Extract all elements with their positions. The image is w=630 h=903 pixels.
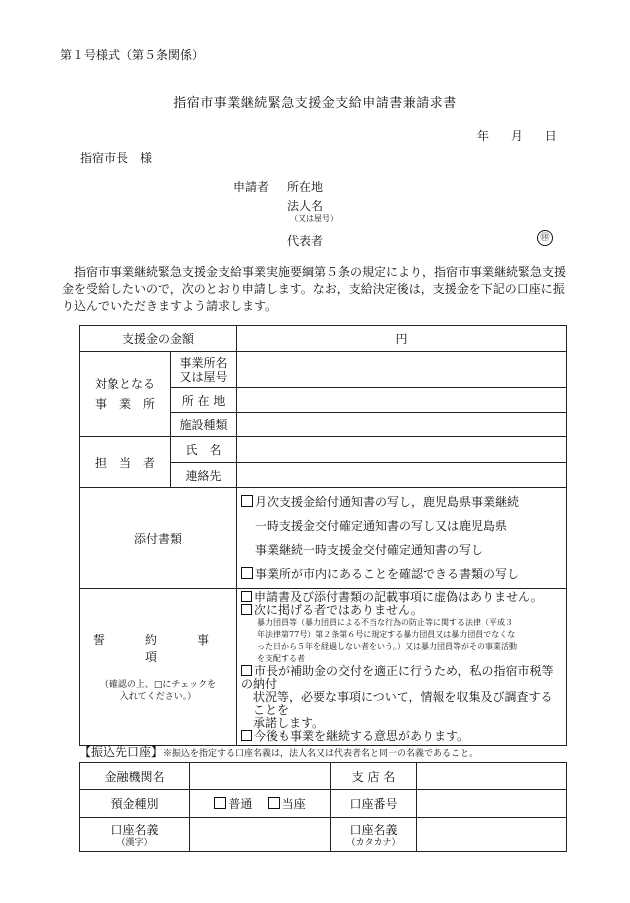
holder-kana-field[interactable] — [417, 818, 567, 852]
holder-kanji-label — [80, 818, 190, 852]
contact-info-label: 連絡先 — [171, 463, 237, 488]
applicant-corp-name-sub: （又は屋号） — [290, 214, 338, 223]
pledge-item-4 — [241, 730, 562, 743]
person-name-field[interactable] — [237, 437, 567, 463]
business-label-line1: 対象となる — [94, 377, 155, 391]
applicant-address-label: 所在地 — [287, 180, 324, 194]
holder-kanji-label-text: 口座名義 — [110, 822, 159, 837]
business-label-line2: 事 業 所 — [94, 397, 155, 411]
pledge-2-detail-1: 暴力団員等（暴力団員による不当な行為の防止等に関する法律（平成３ — [257, 618, 514, 627]
account-no-label: 口座番号 — [331, 790, 417, 818]
bank-heading-note: ※振込を指定する口座名義は，法人名又は代表者名と同一の名義であること。 — [163, 749, 479, 759]
branch-field[interactable] — [417, 763, 567, 790]
applicant-representative-label: 代表者 — [287, 234, 324, 248]
pledge-item-1-text: 申請書及び添付書類の記載事項に虚偽はありません。 — [254, 590, 543, 604]
amount-unit: 円 — [395, 332, 408, 346]
pledge-item-4-text: 今後も事業を継続する意思があります。 — [254, 729, 470, 743]
doc-item-1 — [241, 490, 562, 514]
pledge-4-checkbox[interactable] — [241, 730, 252, 741]
amount-label: 支援金の金額 — [80, 326, 237, 352]
seal-mark: ㊞ — [537, 230, 553, 246]
institution-field[interactable] — [190, 763, 331, 790]
doc-1-checkbox[interactable] — [241, 495, 253, 507]
attached-docs-list — [237, 488, 567, 589]
bank-account-table — [79, 762, 567, 852]
pledge-2-detail-2: 年法律第77号）第２条第６号に規定する暴力団員又は暴力団員でなくな — [257, 630, 516, 639]
holder-kana-label-text: 口座名義 — [349, 822, 398, 837]
institution-label: 金融機関名 — [80, 763, 190, 790]
deposit-type-options — [190, 790, 331, 818]
date-year: 年 — [477, 129, 491, 143]
pledge-item-3-text: 市長が補助金の交付を適正に行うため，私の指宿市税等の納付 — [241, 664, 554, 691]
facility-type-label: 施設種類 — [171, 413, 237, 437]
pledge-note-line2: 入れてください。） — [119, 692, 197, 702]
business-name-field[interactable] — [237, 352, 567, 388]
pledge-item-2-text: 次に掲げる者ではありません。 — [254, 603, 423, 617]
pledge-3-cont-2: 承諾します。 — [253, 716, 325, 730]
business-name-label-line2: 又は屋号 — [179, 369, 228, 384]
location-label: 所 在 地 — [171, 388, 237, 413]
doc-2-checkbox[interactable] — [241, 567, 253, 579]
bank-account-heading — [79, 743, 478, 760]
addressee: 指宿市長 様 — [80, 151, 153, 165]
application-table — [79, 325, 567, 746]
doc-item-1-cont-2: 事業継続一時支援金交付確定通知書の写し — [255, 543, 484, 557]
business-name-label — [171, 352, 237, 388]
pledge-list — [237, 589, 567, 746]
attached-docs-label: 添付書類 — [80, 488, 237, 589]
ordinary-checkbox[interactable] — [214, 797, 226, 809]
form-number: 第１号様式（第５条関係） — [60, 48, 205, 62]
doc-item-2 — [241, 562, 562, 586]
pledge-note-line1: （確認の上、□にチェックを — [99, 680, 217, 690]
pledge-3-checkbox[interactable] — [241, 665, 252, 676]
branch-label: 支 店 名 — [331, 763, 417, 790]
applicant-label: 申請者 — [233, 180, 270, 194]
amount-field[interactable] — [237, 326, 567, 352]
pledge-label-cell — [80, 589, 250, 746]
pledge-title: 誓 約 事 項 — [93, 633, 250, 664]
date-day: 日 — [544, 129, 558, 143]
date-month: 月 — [510, 129, 524, 143]
ordinary-label: 普通 — [228, 797, 253, 811]
date-line — [477, 127, 574, 144]
holder-kana-sub: （カタカナ） — [346, 837, 401, 848]
doc-item-1-text: 月次支援金給付通知書の写し，鹿児島県事業継続 — [255, 495, 520, 509]
pledge-2-detail-4: を支配する者 — [257, 654, 306, 663]
deposit-type-label: 預金種別 — [80, 790, 190, 818]
pledge-2-checkbox[interactable] — [241, 604, 252, 615]
account-no-field[interactable] — [417, 790, 567, 818]
contact-person-label: 担 当 者 — [80, 437, 171, 488]
document-title: 指宿市事業継続緊急支援金支給申請書兼請求書 — [173, 96, 457, 111]
current-label: 当座 — [281, 797, 306, 811]
pledge-3-cont-1: 状況等，必要な事項について，情報を収集及び調査することを — [253, 690, 553, 717]
holder-kanji-field[interactable] — [190, 818, 331, 852]
pledge-note — [80, 679, 236, 703]
business-name-label-line1: 事業所名 — [179, 355, 228, 370]
pledge-1-checkbox[interactable] — [241, 591, 252, 602]
current-checkbox[interactable] — [268, 797, 280, 809]
bank-heading-text: 【振込先口座】 — [79, 745, 164, 759]
holder-kana-label — [331, 818, 417, 852]
person-name-label: 氏 名 — [171, 437, 237, 463]
location-field[interactable] — [237, 388, 567, 413]
business-label — [80, 352, 171, 437]
pledge-2-detail-3: った日から５年を経過しない者をいう。）又は暴力団員等がその事業活動 — [257, 642, 518, 651]
pledge-item-3 — [241, 665, 562, 691]
pledge-item-2 — [241, 604, 562, 617]
request-statement: 指宿市事業継続緊急支援金支給事業実施要綱第５条の規定により，指宿市事業継続緊急支援金を受給したいので，次のとおり申請します。なお，支給決定後は，支援金を下記の口座に振り込んでいただきますよう請求します。 — [62, 265, 567, 313]
doc-item-1-cont-1: 一時支援金交付確定通知書の写し又は鹿児島県 — [255, 519, 508, 533]
holder-kanji-sub: （漢字） — [116, 837, 153, 848]
facility-type-field[interactable] — [237, 413, 567, 437]
doc-item-2-text: 事業所が市内にあることを確認できる書類の写し — [255, 567, 520, 581]
contact-info-field[interactable] — [237, 463, 567, 488]
applicant-corp-name-label: 法人名 — [287, 199, 324, 213]
